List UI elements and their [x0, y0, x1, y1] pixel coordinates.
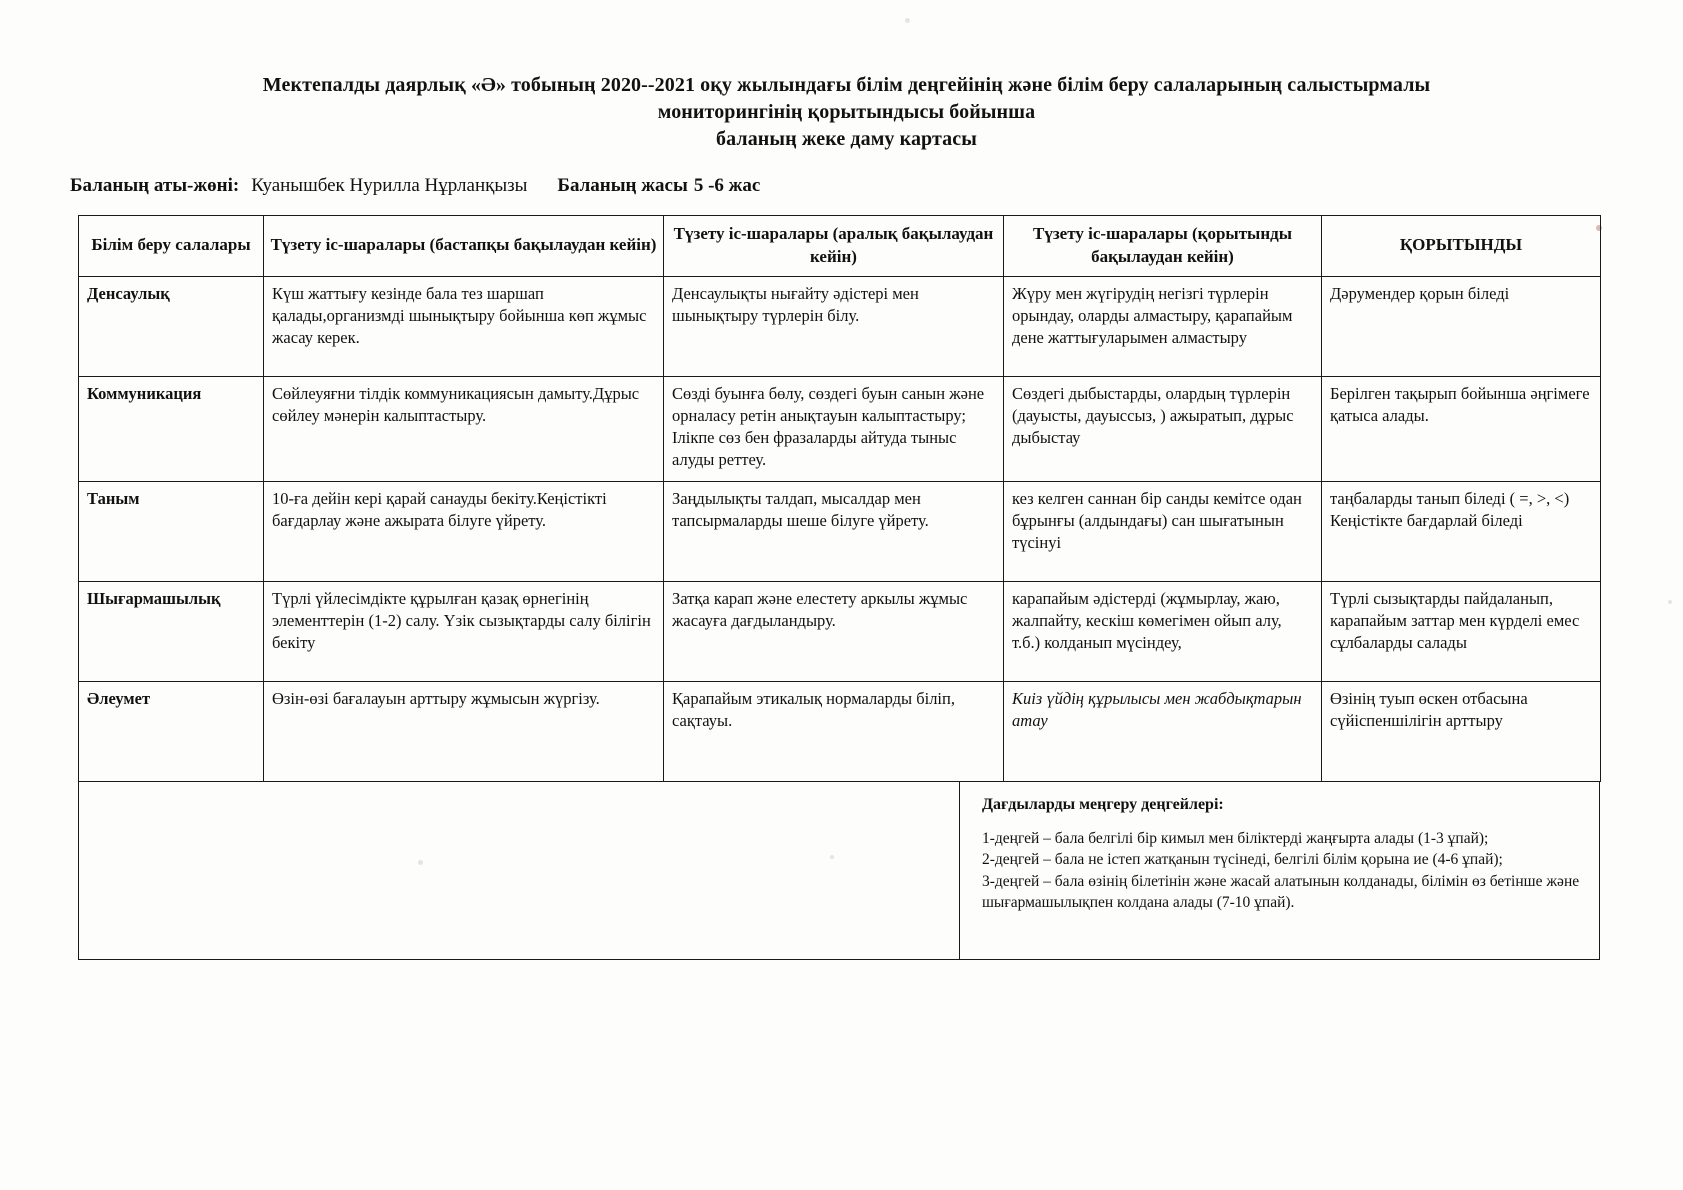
row-result: Дәрумендер қорын біледі [1322, 276, 1601, 376]
row-stage1: Түрлі үйлесімдікте құрылған қазақ өрнегінің элементтерін (1-2) салу. Үзік сызықтарды салу білігін бекіту [264, 581, 664, 681]
table-header-stage3: Түзету іс-шаралары (қорытынды бақылаудан кейін) [1004, 216, 1322, 277]
row-stage1: Сөйлеуяғни тілдік коммуникациясын дамыту.Дұрыс сөйлеу мәнерін калыптастыру. [264, 376, 664, 481]
row-stage2: Затқа карап және елестету аркылы жұмыс жасауға дағдыландыру. [664, 581, 1004, 681]
legend-content [960, 782, 1599, 959]
row-area: Шығармашылық [79, 581, 264, 681]
row-result: таңбаларды танып біледі ( =, >, <) Кеңістікте бағдарлай біледі [1322, 481, 1601, 581]
legend-blank-cell [79, 782, 960, 959]
row-stage3: Жүру мен жүгірудің негізгі түрлерін орындау, оларды алмастыру, қарапайым дене жаттығуларымен алмастыру [1004, 276, 1322, 376]
row-stage1: Өзін-өзі бағалауын арттыру жұмысын жүргізу. [264, 681, 664, 781]
legend-level-3: 3-деңгей – бала өзінің білетінін және жасай алатынын колданады, білімін өз бетінше және шығармашылықпен колдана алады (7-10 ұпай). [982, 872, 1580, 912]
row-area: Әлеумет [79, 681, 264, 781]
row-stage2: Заңдылықты талдап, мысалдар мен тапсырмаларды шеше білуге үйрету. [664, 481, 1004, 581]
row-stage2: Қарапайым этикалық нормаларды біліп, сақтауы. [664, 681, 1004, 781]
child-age-value: 5 -6 жас [693, 175, 761, 196]
page-title-line2: мониторингінің қорытындысы бойынша [657, 101, 1036, 123]
row-result: Берілген тақырып бойынша әңгімеге қатыса алады. [1322, 376, 1601, 481]
legend-section [78, 782, 1600, 960]
row-stage1: 10-ға дейін кері қарай санауды бекіту.Кеңістікті бағдарлау және ажырата білуге үйрету. [264, 481, 664, 581]
child-info [70, 175, 1683, 197]
child-name-value: Куанышбек Нурилла Нұрланқызы [251, 175, 528, 196]
row-result: Түрлі сызықтарды пайдаланып, карапайым заттар мен күрделі емес сұлбаларды салады [1322, 581, 1601, 681]
table-header-stage1: Түзету іс-шаралары (бастапқы бақылаудан кейін) [264, 216, 664, 277]
row-stage3: Киіз үйдің құрылысы мен жабдықтарын атау [1004, 681, 1322, 781]
row-stage3: Сөздегі дыбыстарды, олардың түрлерін (дауысты, дауыссыз, ) ажыратып, дұрыс дыбыстау [1004, 376, 1322, 481]
table-row [79, 481, 1601, 581]
legend-heading: Дағдыларды меңгеру деңгейлері: [982, 795, 1224, 813]
table-row [79, 581, 1601, 681]
child-name-label: Баланың аты-жөні: [70, 175, 240, 196]
page-title-line3: баланың жеке даму картасы [716, 128, 977, 150]
page-title-line1: Мектепалды даярлық «Ә» тобының 2020--2021 оқу жылындағы білім деңгейінің және білім беру салаларының салыстырмалы [262, 74, 1431, 96]
row-stage3: карапайым әдістерді (жұмырлау, жаю, жалпайту, кескіш көмегімен ойып алу, т.б.) колданып мүсіндеу, [1004, 581, 1322, 681]
table-header-area: Білім беру салалары [79, 216, 264, 277]
row-result: Өзінің туып өскен отбасына сүйіспеншілігін арттыру [1322, 681, 1601, 781]
table-header-stage2: Түзету іс-шаралары (аралық бақылаудан кейін) [664, 216, 1004, 277]
row-stage2: Сөзді буынға бөлу, сөздегі буын санын және орналасу ретін анықтауын калыптастыру; Ілікпе сөз бен фразаларды айтуда тыныс алуды реттеу. [664, 376, 1004, 481]
child-age-label: Баланың жасы [557, 175, 688, 196]
row-area: Коммуникация [79, 376, 264, 481]
row-stage1: Күш жаттығу кезінде бала тез шаршап қалады,организмді шынықтыру бойынша көп жұмыс жасау керек. [264, 276, 664, 376]
table-header-row [79, 216, 1601, 277]
page-title [130, 72, 1563, 153]
row-area: Таным [79, 481, 264, 581]
table-row [79, 276, 1601, 376]
table-row [79, 681, 1601, 781]
development-card-table [78, 215, 1601, 782]
table-header-result: ҚОРЫТЫНДЫ [1322, 216, 1601, 277]
table-row [79, 376, 1601, 481]
legend-level-2: 2-деңгей – бала не істеп жатқанын түсінеді, белгілі білім қорына ие (4-6 ұпай); [982, 851, 1503, 869]
row-stage3: кез келген саннан бір санды кемітсе одан бұрынғы (алдындағы) сан шығатынын түсінуі [1004, 481, 1322, 581]
row-area: Денсаулық [79, 276, 264, 376]
legend-level-1: 1-деңгей – бала белгілі бір кимыл мен біліктерді жаңғырта алады (1-3 ұпай); [982, 829, 1489, 847]
row-stage2: Денсаулықты нығайту әдістері мен шынықтыру түрлерін білу. [664, 276, 1004, 376]
